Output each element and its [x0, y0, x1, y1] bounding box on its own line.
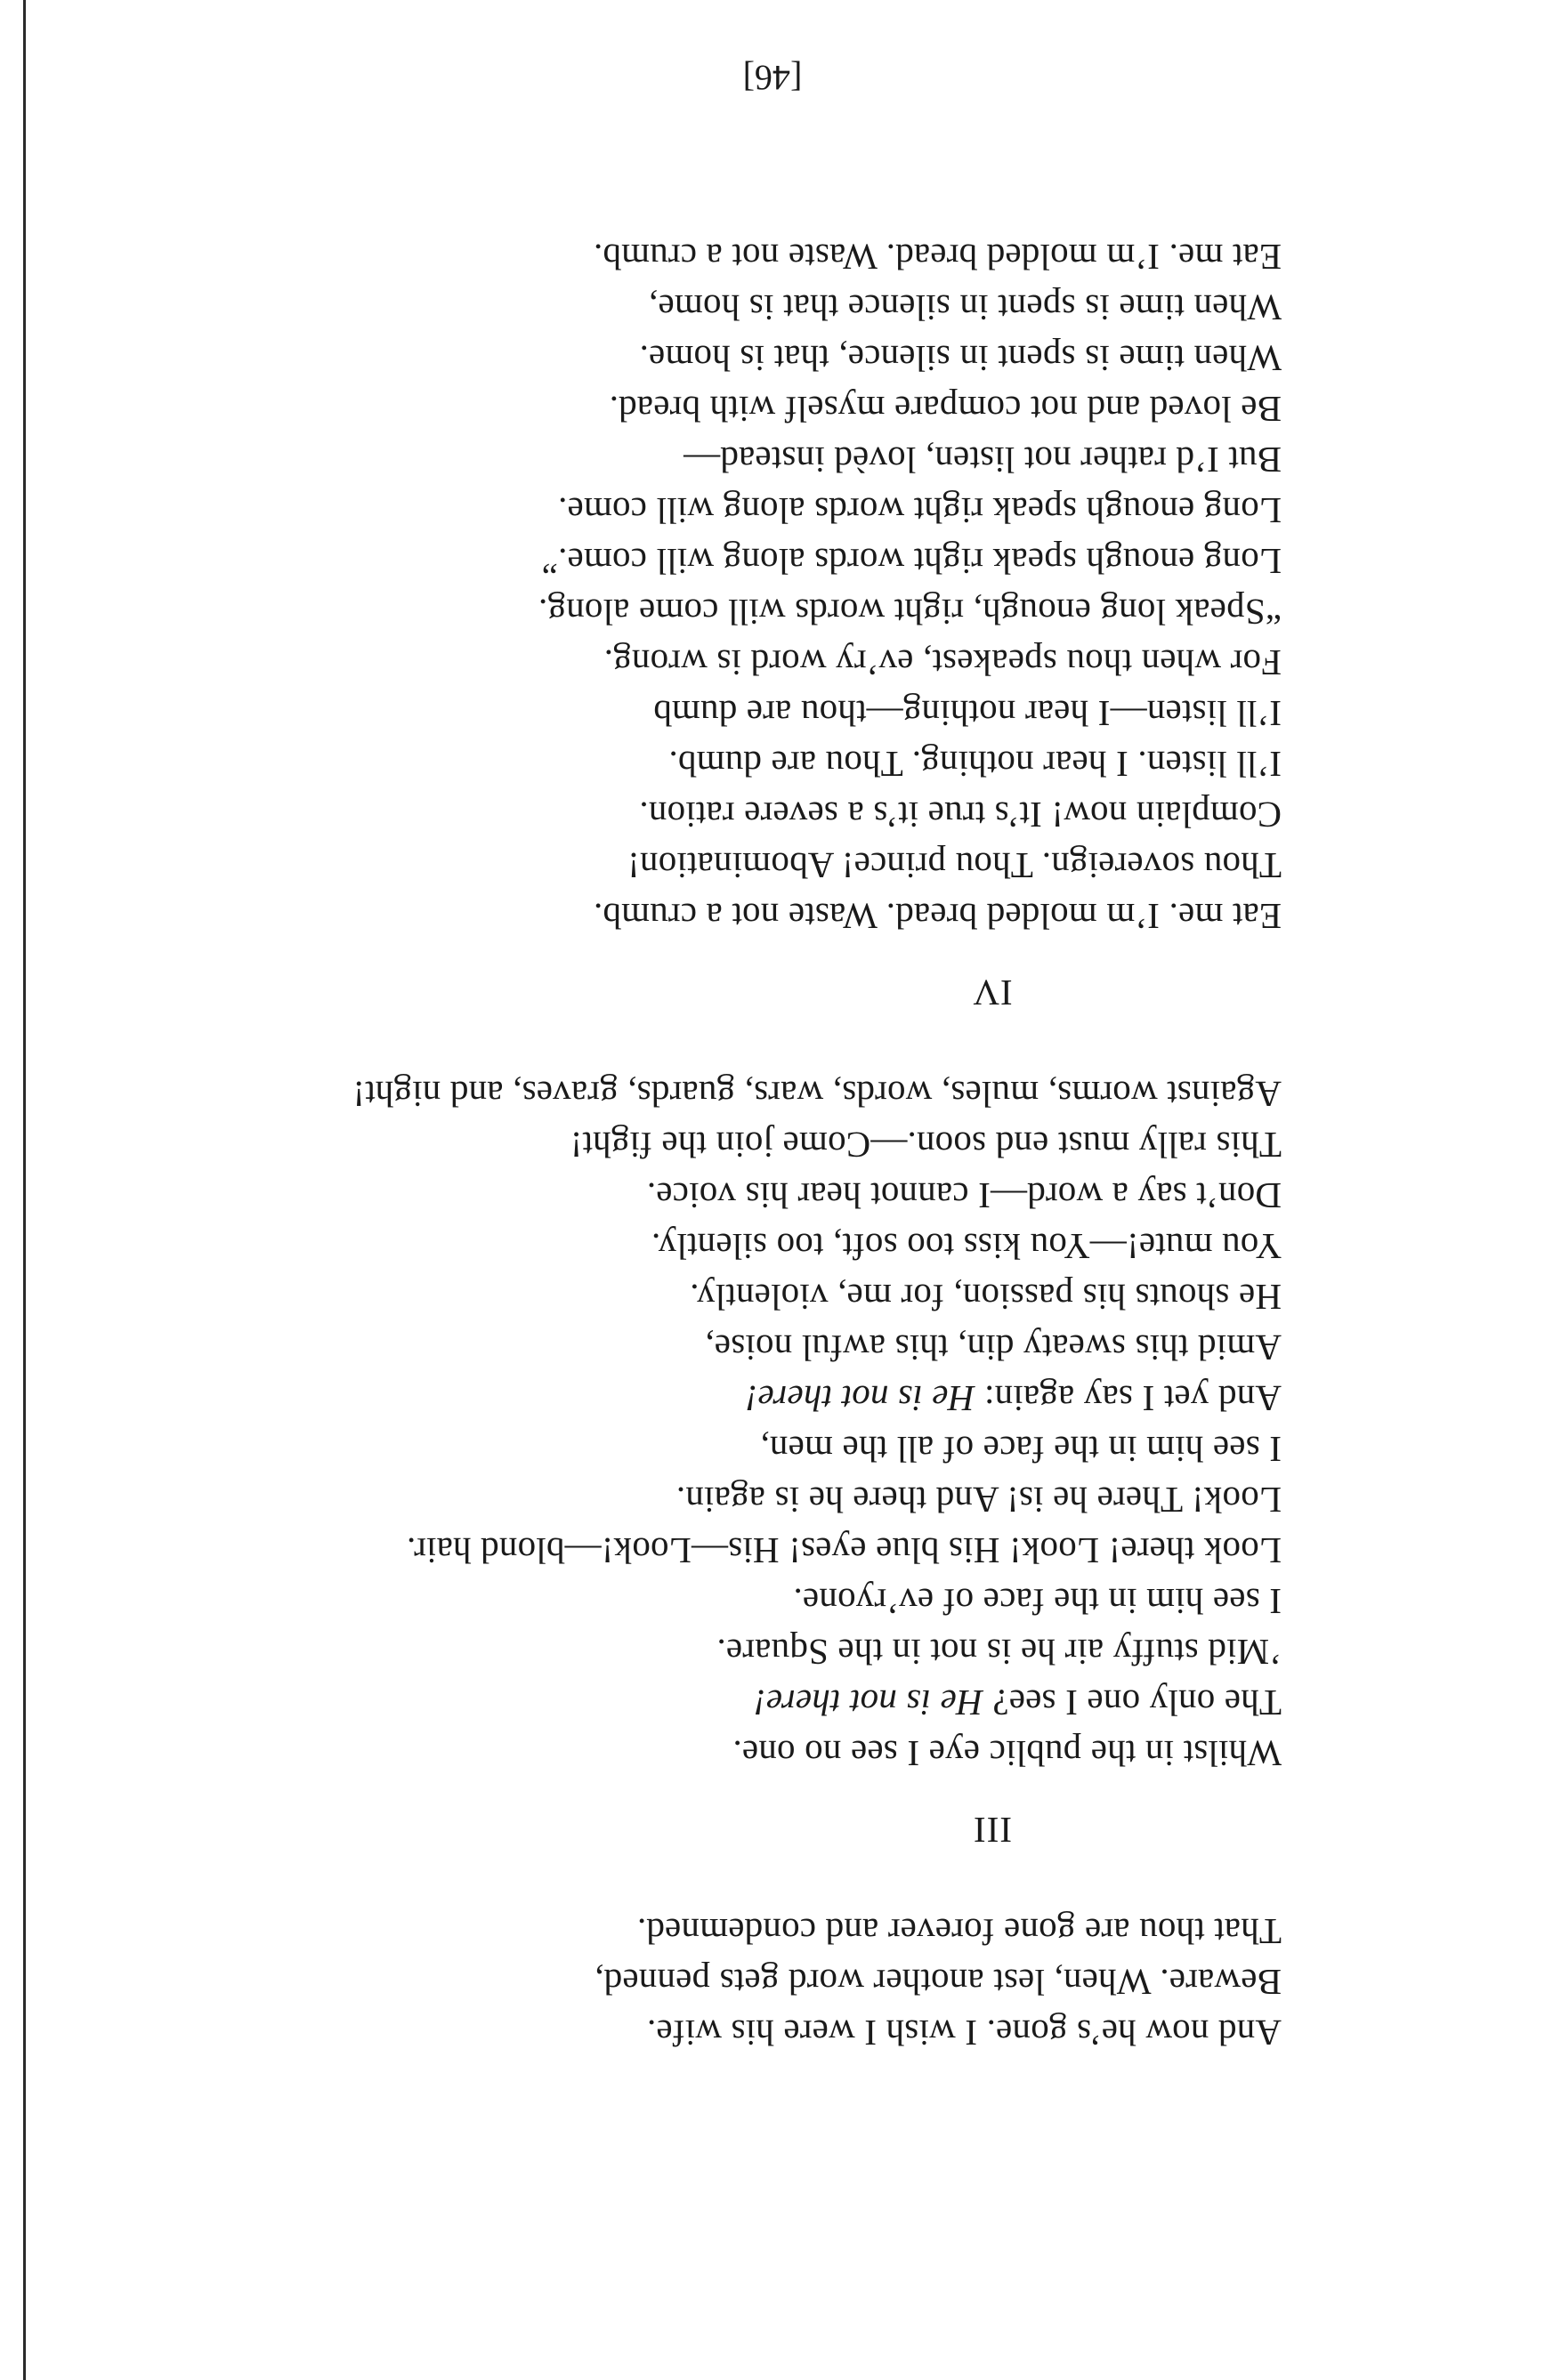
poem-line-text: And yet I say again: — [975, 1378, 1282, 1419]
poem-line: When time is spent in silence that is home, — [648, 287, 1282, 328]
poem-line-italic: He is not there! — [753, 1682, 983, 1723]
poem-line: I’ll listen—I hear nothing—thou are dumb — [653, 693, 1282, 734]
poem-line: But I’d rather not listen, lovèd instead— — [683, 440, 1282, 480]
poem-line: Long enough speak right words along will come.” — [541, 541, 1282, 582]
stanza-gap — [214, 1855, 1282, 1906]
poem-line: That thou are gone forever and condemned. — [636, 1911, 1282, 1952]
section-iv — [214, 231, 1282, 1018]
poem-line-text: The only one I see? — [983, 1682, 1282, 1723]
poem-line-italic: He is not there! — [745, 1378, 975, 1419]
poem-line: I’ll listen. I hear nothing. Thou are dumb. — [668, 744, 1282, 785]
poem-line — [214, 1373, 1282, 1424]
poem-line: Amid this sweaty din, this awful noise, — [705, 1327, 1282, 1368]
poem-line — [214, 1677, 1282, 1728]
poem-line: When time is spent in silence, that is home. — [639, 338, 1282, 379]
poem-line: Thou sovereign. Thou prince! Abomination! — [627, 845, 1282, 886]
poem-line: Long enough speak right words along will come. — [557, 490, 1282, 531]
section-heading: IV — [972, 972, 1013, 1013]
poem-line: And now he’s gone. I wish I were his wife. — [646, 2013, 1282, 2053]
poem-line: Eat me. I’m molded bread. Waste not a crumb. — [593, 896, 1282, 937]
section-iii — [214, 1069, 1282, 1855]
poem-line: Look there! Look! His blue eyes! His—Look!—blond hair. — [406, 1530, 1282, 1571]
poem-line: I see him in the face of all the men, — [760, 1429, 1282, 1470]
poem-line: Complain now! It’s true it’s a severe ration. — [639, 795, 1282, 835]
heading-gap — [214, 1779, 1282, 1804]
poem-text — [214, 231, 1282, 2058]
poem-line: Look! There he is! And there he is again. — [675, 1480, 1282, 1521]
poem-line: Don’t say a word—I cannot hear his voice. — [646, 1175, 1282, 1216]
stanza-gap — [214, 1018, 1282, 1069]
heading-gap — [214, 941, 1282, 967]
poem-line: For when thou speakest, ev’ry word is wrong. — [603, 642, 1282, 683]
poem-line: I see him in the face of ev’ryone. — [793, 1581, 1282, 1622]
poem-line: This rally must end soon.—Come join the fight! — [570, 1125, 1282, 1166]
opening-stanza — [214, 1906, 1282, 2058]
page-number: [46] — [742, 58, 803, 98]
poem-line: Whilst in the public eye I see no one. — [732, 1733, 1282, 1774]
poem-line: Be loved and not compare myself with bread. — [609, 389, 1282, 430]
poem-line: Beware. When, lest another word gets penned, — [595, 1962, 1282, 2003]
poem-line: He shouts his passion, for me, violently. — [690, 1277, 1282, 1318]
poem-line: ’Mid stuffy air he is not in the Square. — [716, 1632, 1282, 1673]
poem-line: “Speak long enough, right words will come along. — [538, 592, 1282, 633]
poem-line: Eat me. I’m molded bread. Waste not a crumb. — [593, 237, 1282, 278]
poem-line: You mute!—You kiss too soft, too silently. — [651, 1226, 1282, 1267]
poem-line: Against worms, mules, words, wars, guards, graves, and night! — [352, 1074, 1282, 1115]
section-heading: III — [973, 1810, 1012, 1851]
